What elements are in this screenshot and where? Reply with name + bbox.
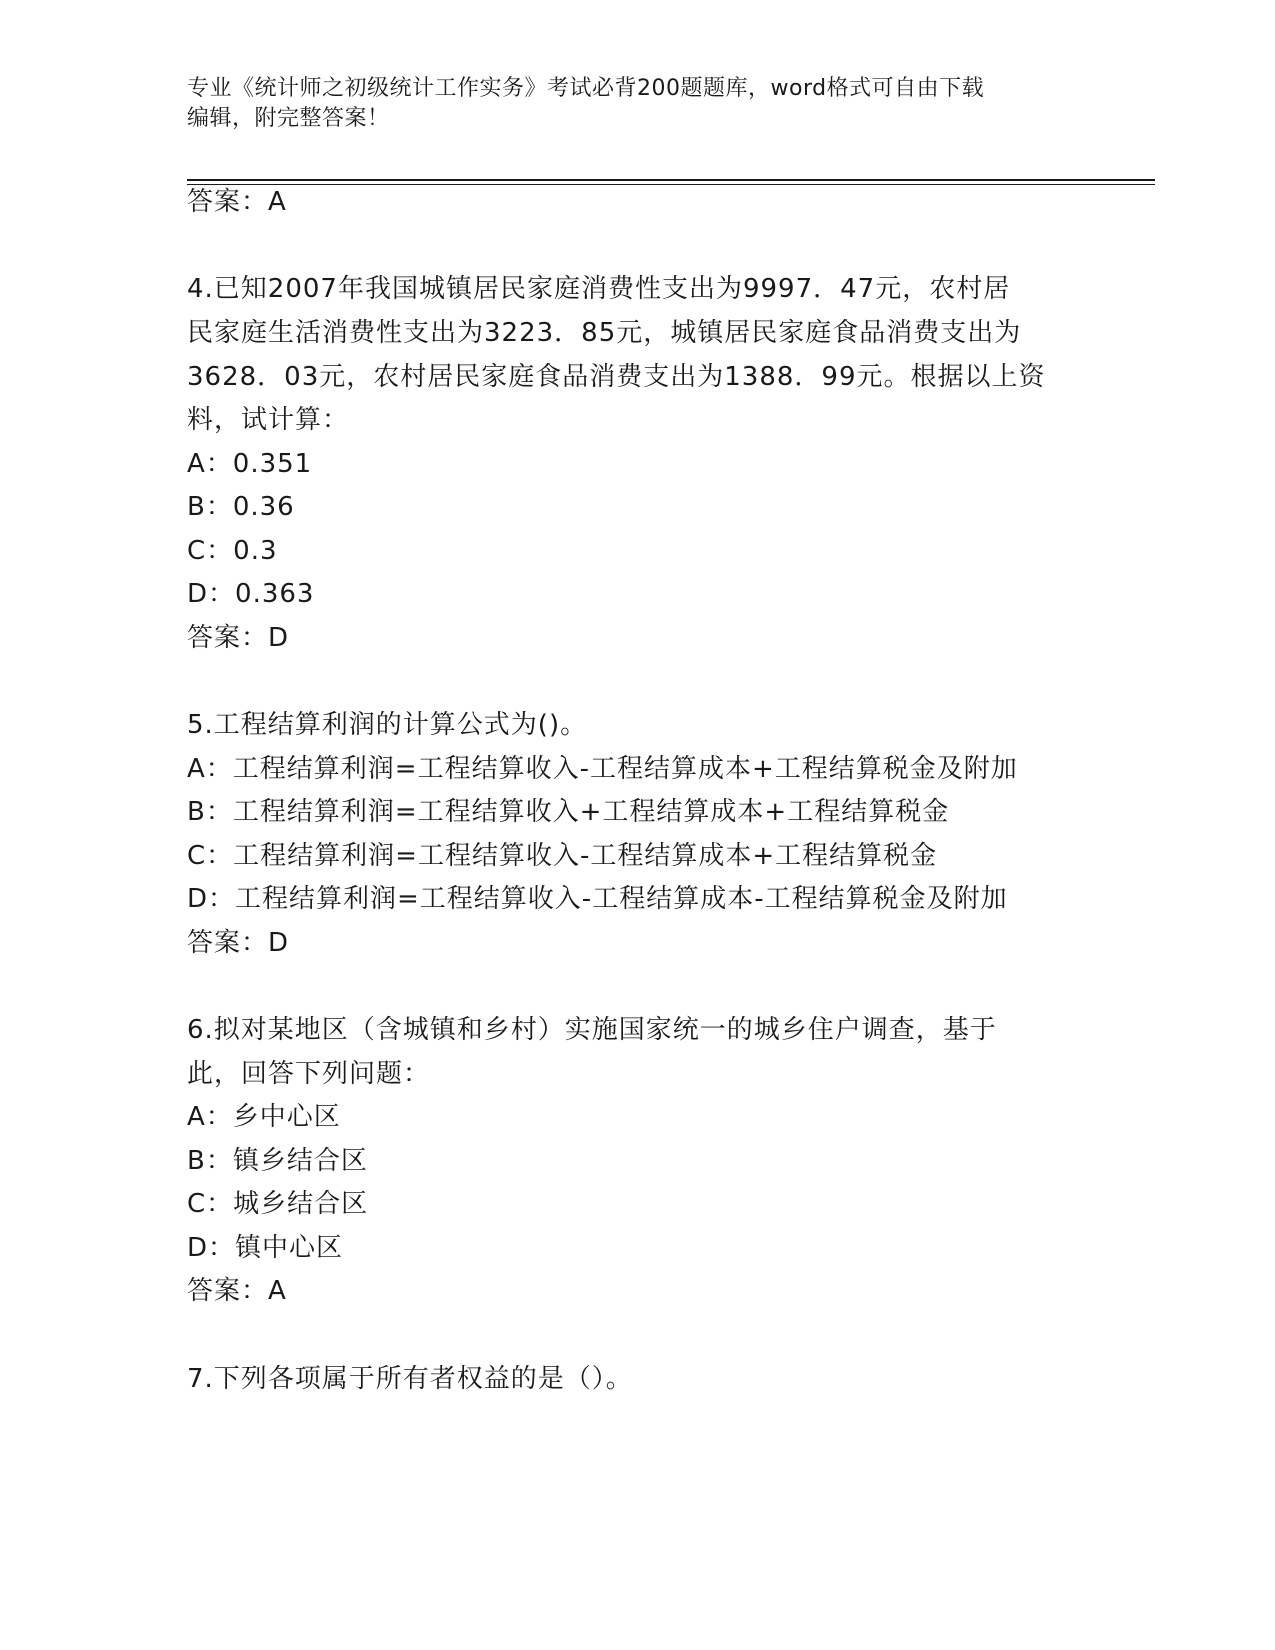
q7-stem-line-1: 7.下列各项属于所有者权益的是（）。 [187,1364,633,1394]
q6-option-d: D：镇中心区 [187,1233,344,1263]
header-line-2: 编辑，附完整答案！ [187,106,390,131]
q5-stem-line-1: 5.工程结算利润的计算公式为()。 [187,710,588,740]
q6-stem-line-1: 6.拟对某地区（含城镇和乡村）实施国家统一的城乡住户调查，基于 [187,1015,997,1045]
q4-stem-line-1: 4.已知2007年我国城镇居民家庭消费性支出为9997．47元，农村居 [187,274,1011,304]
q4-option-b: B：0.36 [187,492,295,522]
header-rule-thin [187,184,1155,185]
q6-option-c: C：城乡结合区 [187,1189,369,1219]
q4-stem-line-3: 3628．03元，农村居民家庭食品消费支出为1388．99元。根据以上资 [187,362,1046,392]
q4-answer: 答案：D [187,623,290,653]
header-text [187,74,1067,134]
prev-answer: 答案：A [187,187,287,217]
q4-option-a: A：0.351 [187,449,313,479]
q6-option-a: A：乡中心区 [187,1102,341,1132]
q6-answer: 答案：A [187,1276,287,1306]
q5-answer: 答案：D [187,928,290,958]
q4-stem-line-2: 民家庭生活消费性支出为3223．85元，城镇居民家庭食品消费支出为 [187,318,1022,348]
q5-option-d: D：工程结算利润=工程结算收入-工程结算成本-工程结算税金及附加 [187,884,1008,914]
q4-option-c: C：0.3 [187,536,278,566]
header-rule-thick [187,179,1155,181]
q6-stem-line-2: 此，回答下列问题： [187,1059,431,1089]
header-line-1: 专业《统计师之初级统计工作实务》考试必背200题题库，word格式可自由下载 [187,76,985,101]
q5-option-a: A：工程结算利润=工程结算收入-工程结算成本+工程结算税金及附加 [187,754,1018,784]
q5-option-b: B：工程结算利润=工程结算收入+工程结算成本+工程结算税金 [187,797,950,827]
q4-option-d: D：0.363 [187,579,315,609]
q4-stem-line-4: 料，试计算： [187,405,350,435]
q5-option-c: C：工程结算利润=工程结算收入-工程结算成本+工程结算税金 [187,841,938,871]
q6-option-b: B：镇乡结合区 [187,1146,368,1176]
